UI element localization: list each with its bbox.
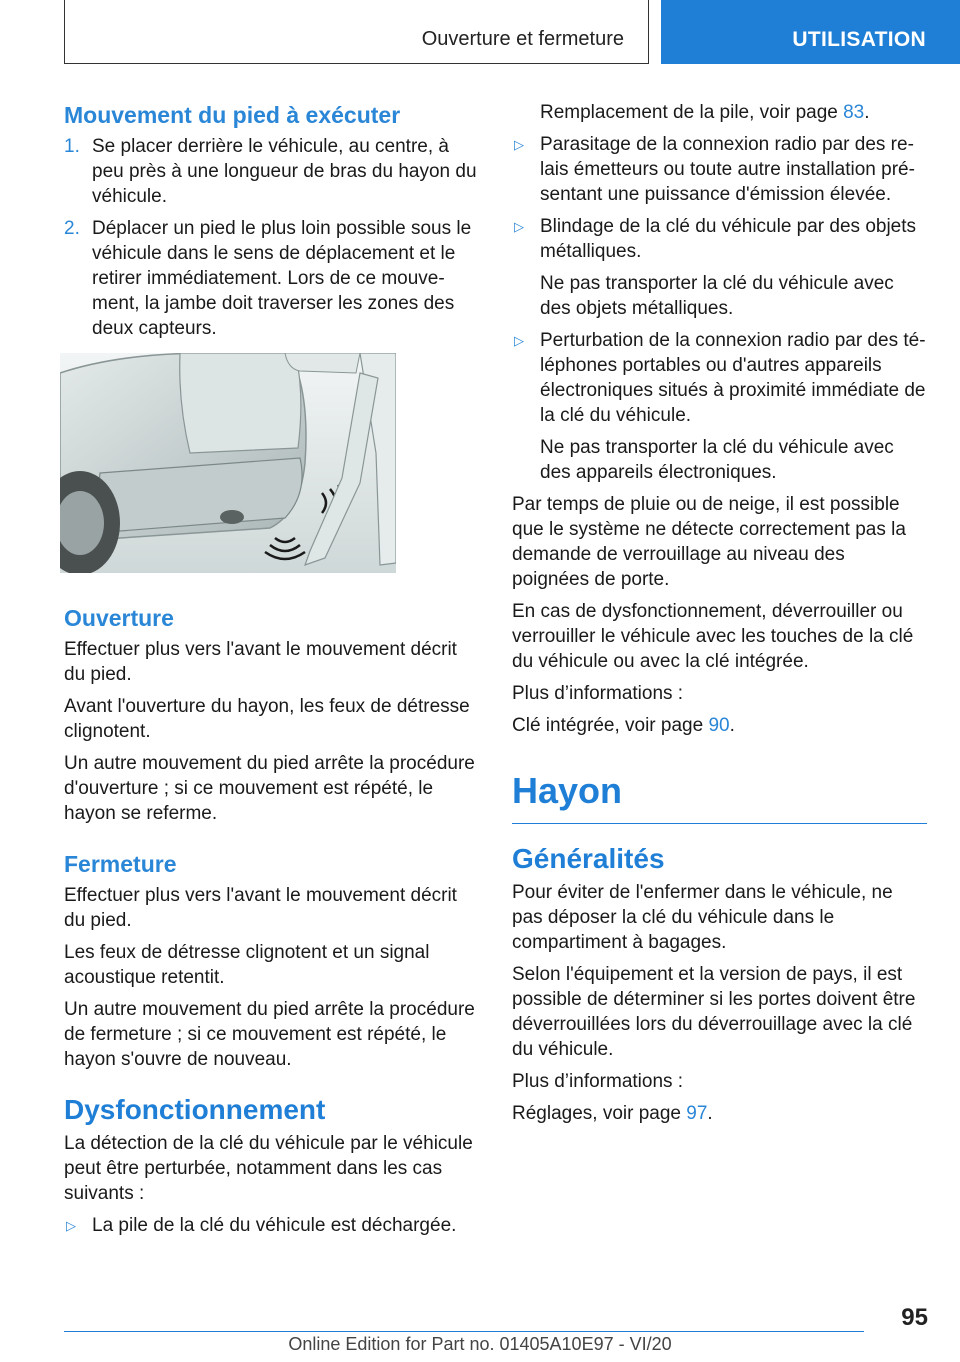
text: Clé intégrée, voir page — [512, 715, 709, 736]
foot-gesture-illustration — [60, 353, 396, 573]
text: . — [729, 715, 735, 736]
heading-generalites: Généralités — [512, 843, 665, 874]
paragraph: La détection de la clé du véhicule par le véhicule peut être perturbée, notamment dans les cas suivants : — [64, 1133, 473, 1204]
bullet-list — [64, 1213, 479, 1238]
list-item — [64, 1213, 479, 1238]
paragraph: Plus d’informations : — [512, 1071, 684, 1092]
step-number: 2. — [64, 218, 80, 239]
left-column — [64, 100, 479, 1245]
list-item — [512, 214, 927, 264]
paragraph: Un autre mouvement du pied arrête la procédure d'ouverture ; si ce mouvement est répété, le hayon se referme. — [64, 753, 475, 824]
paragraph: Les feux de détresse clignotent et un signal acoustique retentit. — [64, 942, 430, 988]
step-text: Déplacer un pied le plus loin possible sous le véhicule dans le sens de déplacement et le retirer immédiatement. Lors de ce mouve‐ment, la jambe doit traverser les zones des deux capteurs. — [92, 218, 472, 339]
heading-ouverture: Ouverture — [64, 605, 174, 631]
paragraph: Avant l'ouverture du hayon, les feux de détresse clignotent. — [64, 696, 470, 742]
page-number: 95 — [901, 1304, 928, 1331]
paragraph: Ne pas transporter la clé du véhicule avec des objets métalliques. — [540, 273, 894, 319]
paragraph: En cas de dysfonctionnement, déverrouiller ou verrouiller le véhicule avec les touches de la clé du véhicule ou avec la clé intégrée. — [512, 601, 914, 672]
paragraph: Selon l'équipement et la version de pays, il est possible de déterminer si les portes doivent être déverrouillées lors du déverrouillage avec la clé du véhicule. — [512, 964, 916, 1060]
triangle-right-icon: ▷ — [514, 333, 524, 348]
list-item-text: La pile de la clé du véhicule est déchargée. — [92, 1215, 457, 1236]
heading-fermeture: Fermeture — [64, 851, 177, 877]
text: . — [707, 1103, 713, 1124]
paragraph: Ne pas transporter la clé du véhicule avec des appareils électroniques. — [540, 437, 894, 483]
triangle-right-icon: ▷ — [514, 137, 524, 152]
triangle-right-icon: ▷ — [66, 1218, 76, 1233]
list-item — [512, 328, 927, 428]
paragraph: Plus d’informations : — [512, 683, 684, 704]
header-section-title: Ouverture et fermeture — [421, 28, 624, 50]
step-text: Se placer derrière le véhicule, au centre, à peu près à une longueur de bras du hayon du véhicule. — [92, 136, 477, 207]
right-column — [512, 100, 927, 1133]
header-chapter-title: UTILISATION — [792, 28, 926, 51]
list-item — [512, 132, 927, 207]
paragraph: Effectuer plus vers l'avant le mouvement décrit du pied. — [64, 885, 457, 931]
paragraph: Par temps de pluie ou de neige, il est possible que le système ne détecte correctement pas la demande de verrouillage au niveau des poignées de porte. — [512, 494, 906, 590]
step-item — [64, 134, 479, 209]
text: Remplacement de la pile, voir page — [540, 102, 844, 123]
triangle-right-icon: ▷ — [514, 219, 524, 234]
paragraph: Un autre mouvement du pied arrête la procédure de fermeture ; si ce mouvement est répété, le hayon s'ouvre de nouveau. — [64, 999, 475, 1070]
list-item-text: Perturbation de la connexion radio par des té‐léphones portables ou d'autres appareils électroniques situés à proximité immédiate de la clé du véhicule. — [540, 330, 926, 426]
list-item-text: Blindage de la clé du véhicule par des objets métalliques. — [540, 216, 917, 262]
bullet-list — [512, 328, 927, 428]
text: Réglages, voir page — [512, 1103, 687, 1124]
heading-hayon: Hayon — [512, 770, 623, 811]
paragraph — [512, 100, 927, 125]
paragraph: Effectuer plus vers l'avant le mouvement décrit du pied. — [64, 639, 457, 685]
header-chapter-tab — [661, 0, 960, 64]
page-link-97[interactable]: 97 — [686, 1103, 708, 1124]
paragraph — [512, 1101, 927, 1126]
footer-rule — [64, 1331, 864, 1332]
section-rule — [512, 769, 927, 824]
paragraph — [512, 713, 927, 738]
footer-edition: Online Edition for Part no. 01405A10E97 - VI/20 — [288, 1334, 672, 1354]
paragraph: Pour éviter de l'enfermer dans le véhicule, ne pas déposer la clé du véhicule dans le compartiment à bagages. — [512, 882, 893, 953]
step-item — [64, 216, 479, 341]
text: . — [864, 102, 870, 123]
page-link-83[interactable]: 83 — [843, 102, 865, 123]
header-section-box — [64, 0, 649, 64]
list-item-text: Parasitage de la connexion radio par des re‐lais émetteurs ou toute autre installation pré‐sentant une puissance d'émission élevée. — [540, 134, 915, 205]
page-link-90[interactable]: 90 — [708, 715, 730, 736]
heading-dysfonctionnement: Dysfonctionnement — [64, 1094, 326, 1125]
heading-mouvement: Mouvement du pied à exécuter — [64, 102, 401, 128]
bullet-list — [512, 132, 927, 264]
step-number: 1. — [64, 136, 80, 157]
steps-list — [64, 134, 479, 341]
